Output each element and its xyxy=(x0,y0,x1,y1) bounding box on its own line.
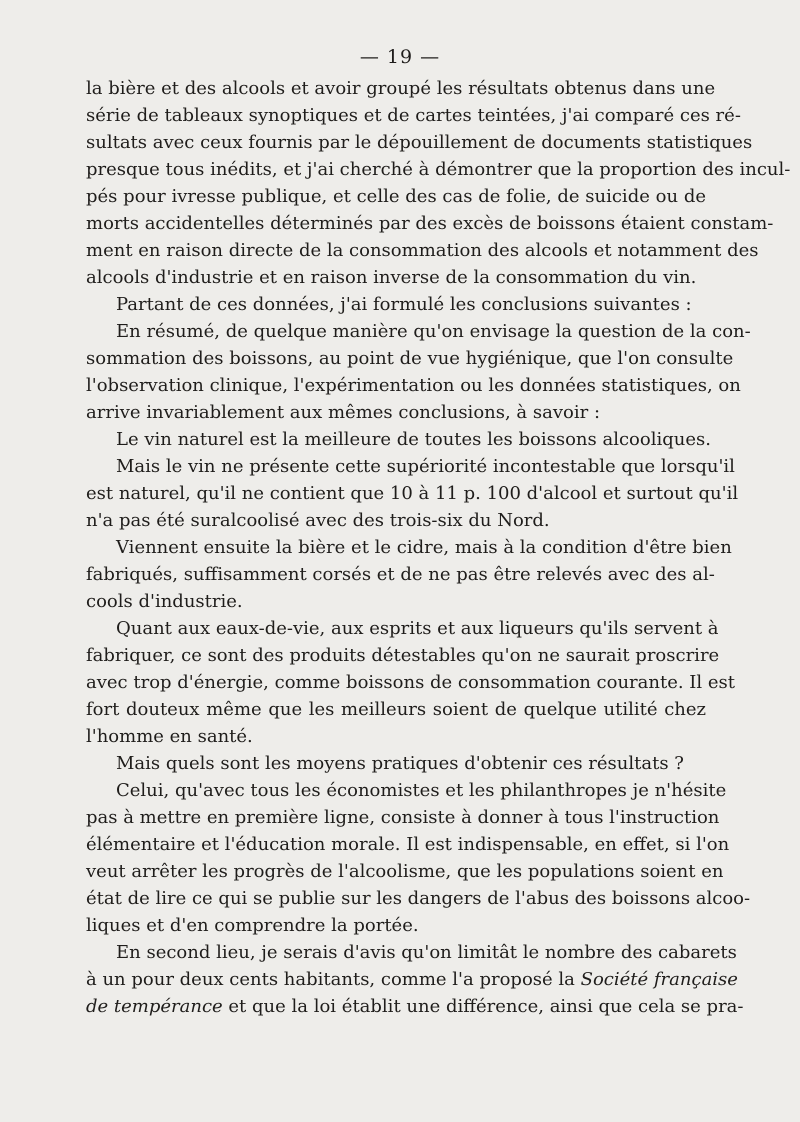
text-line: Mais quels sont les moyens pratiques d'obtenir ces résultats ? xyxy=(116,753,684,774)
text-segment: et que la loi établit une différence, ainsi que cela se pra- xyxy=(222,996,744,1017)
text-line: cools d'industrie. xyxy=(86,591,243,612)
text-line: En second lieu, je serais d'avis qu'on limitât le nombre des cabarets xyxy=(116,942,737,963)
text-line: ment en raison directe de la consommation des alcools et notamment des xyxy=(86,240,759,261)
text-line: n'a pas été suralcoolisé avec des trois-six du Nord. xyxy=(86,510,550,531)
text-line: l'homme en santé. xyxy=(86,726,253,747)
text-line: sommation des boissons, au point de vue hygiénique, que l'on consulte xyxy=(86,348,734,369)
text-line: sultats avec ceux fournis par le dépouillement de documents statistiques xyxy=(86,132,753,153)
paragraph xyxy=(86,426,711,453)
text-line: veut arrêter les progrès de l'alcoolisme, que les populations soient en xyxy=(86,861,724,882)
text-line: Viennent ensuite la bière et le cidre, mais à la condition d'être bien xyxy=(116,537,732,558)
text-line: arrive invariablement aux mêmes conclusions, à savoir : xyxy=(86,402,601,423)
text-line xyxy=(86,993,744,1020)
paragraph xyxy=(86,291,706,318)
text-line: Celui, qu'avec tous les économistes et les philanthropes je n'hésite xyxy=(116,780,727,801)
text-line: Quant aux eaux-de-vie, aux esprits et aux liqueurs qu'ils servent à xyxy=(116,618,719,639)
text-line: alcools d'industrie et en raison inverse de la consommation du vin. xyxy=(86,267,697,288)
text-line: morts accidentelles déterminés par des excès de boissons étaient constam- xyxy=(86,213,774,234)
text-line: fabriquer, ce sont des produits détestables qu'on ne saurait proscrire xyxy=(86,645,720,666)
italic-segment: de tempérance xyxy=(86,996,223,1017)
page-number: — 19 — xyxy=(359,46,441,68)
text-line: En résumé, de quelque manière qu'on envisage la question de la con- xyxy=(116,321,751,342)
body-text xyxy=(86,75,791,1020)
text-line: Partant de ces données, j'ai formulé les conclusions suivantes : xyxy=(116,294,692,315)
text-line xyxy=(86,966,738,993)
text-line: Mais le vin ne présente cette supériorité incontestable que lorsqu'il xyxy=(116,456,735,477)
text-line: série de tableaux synoptiques et de cartes teintées, j'ai comparé ces ré- xyxy=(86,105,741,126)
text-line: élémentaire et l'éducation morale. Il est indispensable, en effet, si l'on xyxy=(86,834,730,855)
text-line: fabriqués, suffisamment corsés et de ne pas être relevés avec des al- xyxy=(86,564,715,585)
paragraph xyxy=(86,534,732,615)
text-line: presque tous inédits, et j'ai cherché à démontrer que la proportion des incul- xyxy=(86,159,791,180)
text-line: est naturel, qu'il ne contient que 10 à 11 p. 100 d'alcool et surtout qu'il xyxy=(86,483,739,504)
text-line: pés pour ivresse publique, et celle des cas de folie, de suicide ou de xyxy=(86,186,706,207)
text-line: état de lire ce qui se publie sur les dangers de l'abus des boissons alcoo- xyxy=(86,888,751,909)
text-line: la bière et des alcools et avoir groupé les résultats obtenus dans une xyxy=(86,78,716,99)
text-line: avec trop d'énergie, comme boissons de consommation courante. Il est xyxy=(86,672,736,693)
paragraph xyxy=(86,615,736,750)
paragraph xyxy=(86,777,751,939)
paragraph xyxy=(86,75,791,291)
text-line: Le vin naturel est la meilleure de toutes les boissons alcooliques. xyxy=(116,429,711,450)
paragraph xyxy=(86,939,744,1020)
text-line: fort douteux même que les meilleurs soient de quelque utilité chez xyxy=(86,699,706,720)
text-line: l'observation clinique, l'expérimentation ou les données statistiques, on xyxy=(86,375,741,396)
paragraph xyxy=(86,750,706,777)
text-line: pas à mettre en première ligne, consiste à donner à tous l'instruction xyxy=(86,807,720,828)
text-line: liques et d'en comprendre la portée. xyxy=(86,915,419,936)
paragraph xyxy=(86,318,751,426)
text-segment: à un pour deux cents habitants, comme l'a proposé la xyxy=(86,969,575,990)
paragraph xyxy=(86,453,739,534)
italic-segment: Société française xyxy=(580,969,738,990)
